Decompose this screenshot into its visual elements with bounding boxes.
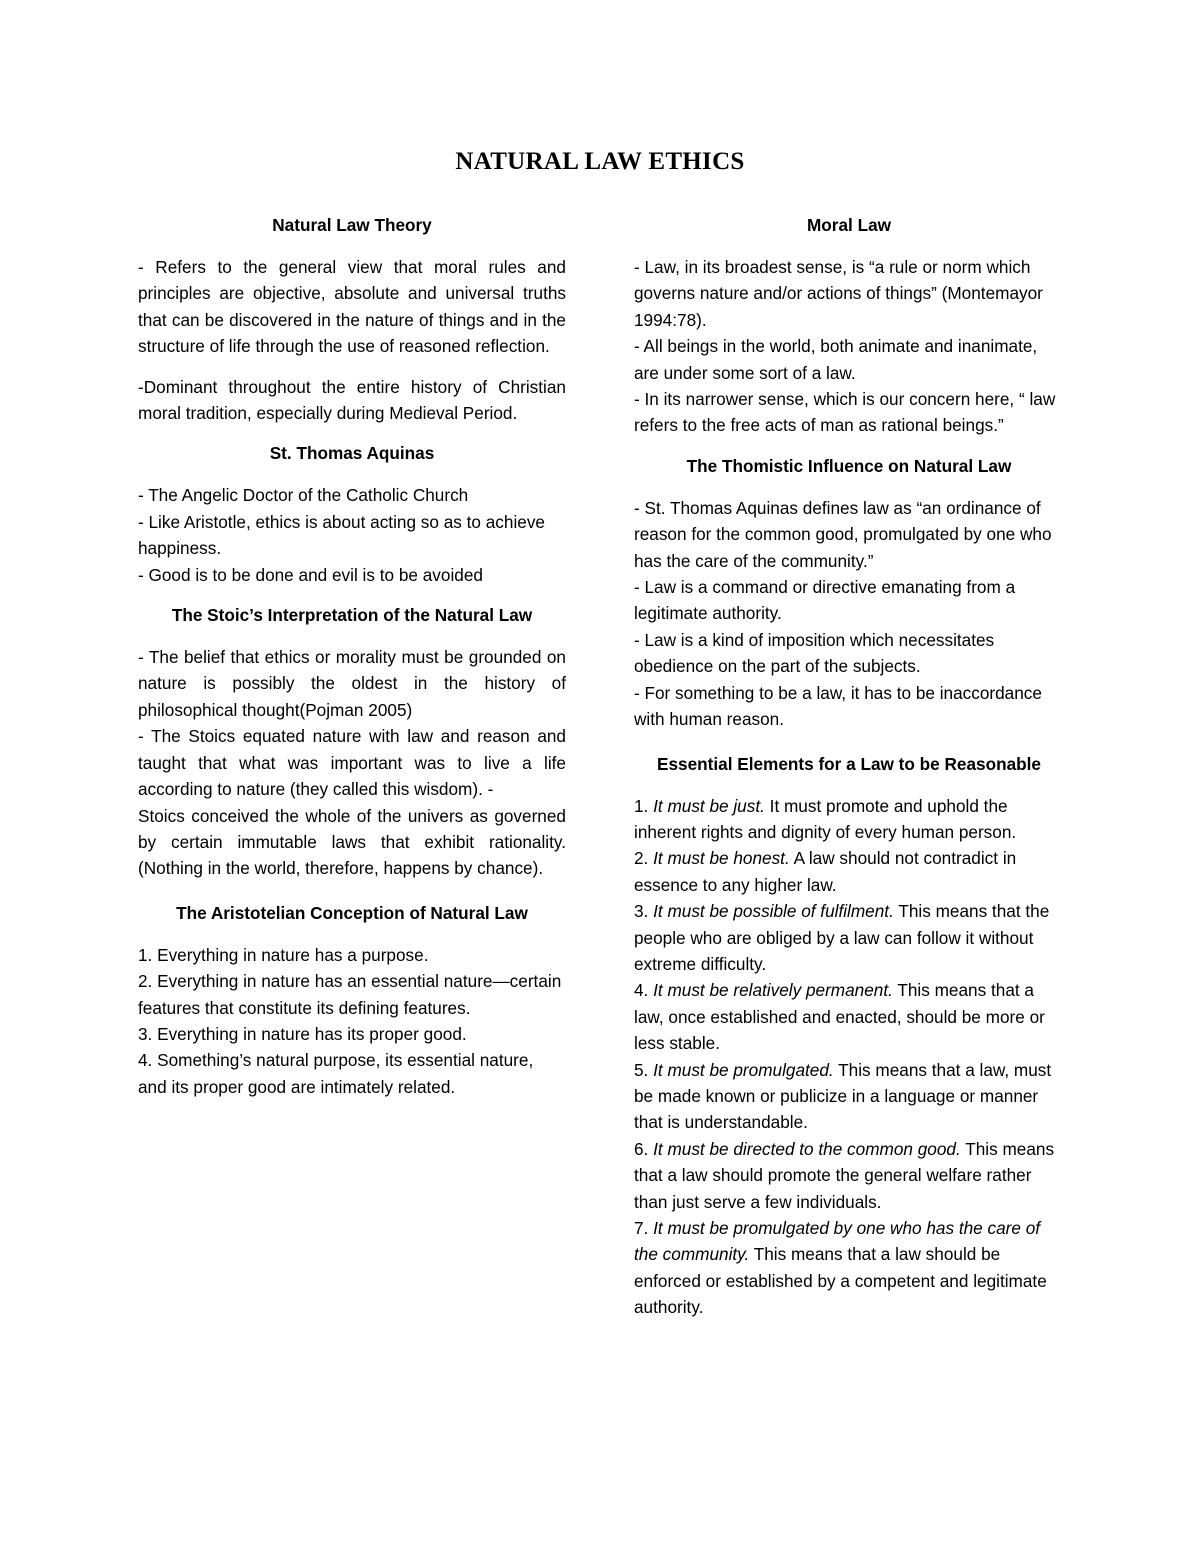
item-number: 1. — [634, 795, 649, 816]
paragraph: Stoics conceived the whole of the univers as governed by certain immutable laws that exhibit rationality. (Nothing in the world, therefore, happens by chance). — [138, 805, 566, 879]
item-emphasis: It must be promulgated. — [648, 1059, 834, 1080]
list-item — [634, 1215, 1064, 1321]
list-item — [138, 1021, 566, 1047]
item-emphasis: It must be relatively permanent. — [648, 980, 893, 1001]
item-number: 4. — [138, 1050, 153, 1071]
item-text: Everything in nature has a purpose. — [152, 944, 429, 965]
section-stoic — [138, 602, 566, 882]
item-number: 1. — [138, 944, 153, 965]
section-aquinas — [138, 440, 566, 588]
item-number: 4. — [634, 980, 649, 1001]
item-text: Everything in nature has its proper good. — [152, 1023, 467, 1044]
item-text: A law should not contradict in essence to any higher law. — [634, 848, 1017, 895]
document-title: NATURAL LAW ETHICS — [455, 148, 745, 175]
heading-aristotelian: The Aristotelian Conception of Natural Law — [176, 902, 528, 923]
heading-aquinas: St. Thomas Aquinas — [269, 443, 435, 464]
paragraph: - The belief that ethics or morality must be grounded on nature is possibly the oldest in the history of philosophical thought(Pojman 2005) — [138, 647, 566, 720]
list-line: - In its narrower sense, which is our concern here, “ law refers to the free acts of man as rational beings.” — [634, 389, 1056, 436]
item-text: It must promote and uphold the inherent rights and dignity of every human person. — [634, 795, 1017, 842]
item-text: This means that a law should promote the general welfare rather than just serve a few individuals. — [634, 1138, 1055, 1212]
list-item — [634, 845, 1064, 898]
left-column — [138, 212, 566, 1114]
heading-moral-law: Moral Law — [806, 215, 892, 235]
heading-essential-elements: Essential Elements for a Law to be Reasonable — [657, 753, 1041, 774]
list-line: - Like Aristotle, ethics is about acting so as to achieve happiness. — [138, 511, 545, 559]
section-thomistic — [634, 453, 1064, 733]
heading-stoic: The Stoic’s Interpretation of the Natural Law — [171, 605, 533, 626]
section-essential-elements — [634, 751, 1064, 1321]
paragraph: - Refers to the general view that moral rules and principles are objective, absolute and universal truths that can be discovered in the nature of things and in the structure of life through the use of reasoned reflection. — [138, 257, 566, 357]
item-text: Something’s natural purpose, its essential nature, and its proper good are intimately related. — [138, 1050, 534, 1097]
item-number: 5. — [634, 1059, 649, 1080]
item-emphasis: It must be promulgated by one who has the care of the community. — [634, 1218, 1041, 1265]
item-emphasis: It must be honest. — [648, 848, 790, 869]
item-text: This means that the people who are obliged by a law can follow it without extreme difficulty. — [634, 901, 1050, 974]
item-text: This means that a law, once established and enacted, should be more or less stable. — [634, 980, 1045, 1054]
item-text: This means that a law, must be made known or publicize in a language or manner that is understandable. — [634, 1059, 1052, 1133]
paragraph: -Dominant throughout the entire history of Christian moral tradition, especially during Medieval Period. — [138, 376, 566, 424]
list-line: - The Angelic Doctor of the Catholic Church — [138, 485, 469, 506]
list-item — [138, 1047, 566, 1100]
item-emphasis: It must be directed to the common good. — [648, 1138, 961, 1159]
item-number: 3. — [634, 901, 649, 922]
item-number: 2. — [634, 848, 649, 869]
item-number: 3. — [138, 1023, 153, 1044]
list-item — [634, 977, 1064, 1056]
list-line: - Law, in its broadest sense, is “a rule or norm which governs nature and/or actions of things” (Montemayor 1994:78). — [634, 257, 1043, 330]
paragraph: - The Stoics equated nature with law and reason and taught that what was important was to live a life according to nature (they called this wisdom). - — [138, 726, 566, 800]
list-line: - St. Thomas Aquinas defines law as “an ordinance of reason for the common good, promulgated by one who has the care of the community.” — [634, 497, 1052, 571]
list-item — [634, 1136, 1064, 1215]
item-text: Everything in nature has an essential nature—certain features that constitute its defining features. — [138, 971, 562, 1018]
list-item — [138, 968, 566, 1021]
section-aristotelian — [138, 900, 566, 1100]
list-item — [634, 1057, 1064, 1136]
list-line: - Law is a command or directive emanating from a legitimate authority. — [634, 577, 1016, 624]
list-item — [138, 942, 566, 968]
item-text: This means that a law should be enforced or established by a competent and legitimate authority. — [634, 1244, 1047, 1318]
item-emphasis: It must be possible of fulfilment. — [648, 901, 894, 922]
list-line: - All beings in the world, both animate and inanimate, are under some sort of a law. — [634, 336, 1038, 383]
list-item — [634, 898, 1064, 977]
list-line: - For something to be a law, it has to be inaccordance with human reason. — [634, 682, 1042, 730]
right-column — [634, 212, 1064, 1335]
item-number: 7. — [634, 1218, 649, 1238]
item-number: 6. — [634, 1138, 649, 1159]
item-number: 2. — [138, 971, 153, 992]
list-line: - Law is a kind of imposition which necessitates obedience on the part of the subjects. — [634, 629, 995, 677]
heading-natural-law-theory: Natural Law Theory — [272, 215, 432, 235]
section-moral-law — [634, 212, 1064, 439]
heading-thomistic: The Thomistic Influence on Natural Law — [686, 455, 1012, 476]
list-item — [634, 793, 1064, 846]
item-emphasis: It must be just. — [648, 795, 765, 816]
section-natural-law-theory — [138, 212, 566, 426]
list-line: - Good is to be done and evil is to be avoided — [138, 564, 483, 585]
